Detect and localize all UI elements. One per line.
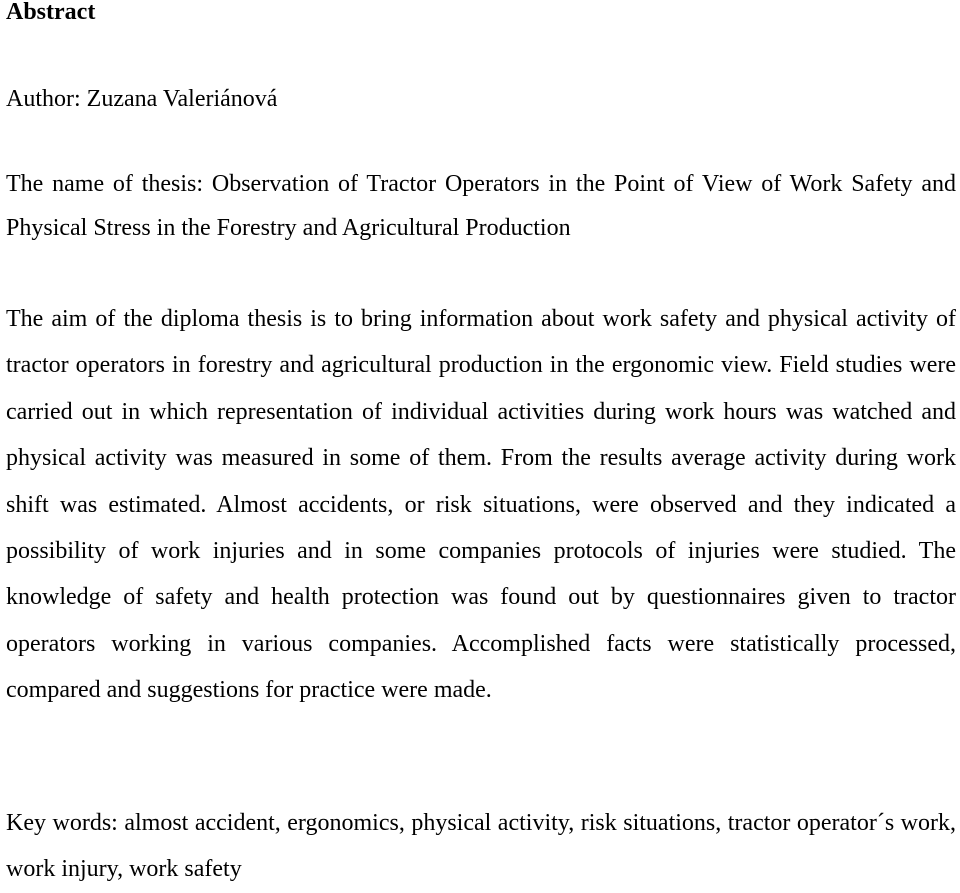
author-line: Author: Zuzana Valeriánová (6, 86, 278, 112)
abstract-body-paragraph: The aim of the diploma thesis is to bring information about work safety and physical activity of tractor operators in forestry and agricultural production in the ergonomic view. Field studies were carried out in which representation of individual activities during work hours was watched and physical activity was measured in some of them. From the results average activity during work shift was estimated. Almost accidents, or risk situations, were observed and they indicated a possibility of work injuries and in some companies protocols of injuries were studied. The knowledge of safety and health protection was found out by questionnaires given to tractor operators working in various companies. Accomplished facts were statistically processed, compared and suggestions for practice were made. (6, 306, 956, 704)
abstract-heading: Abstract (6, 0, 96, 25)
keywords-paragraph: Key words: almost accident, ergonomics, physical activity, risk situations, tractor operator´s work, work injury, work safety (6, 810, 956, 883)
thesis-title-paragraph: The name of thesis: Observation of Tractor Operators in the Point of View of Work Safety and Physical Stress in the Forestry and Agricultural Production (6, 171, 956, 241)
